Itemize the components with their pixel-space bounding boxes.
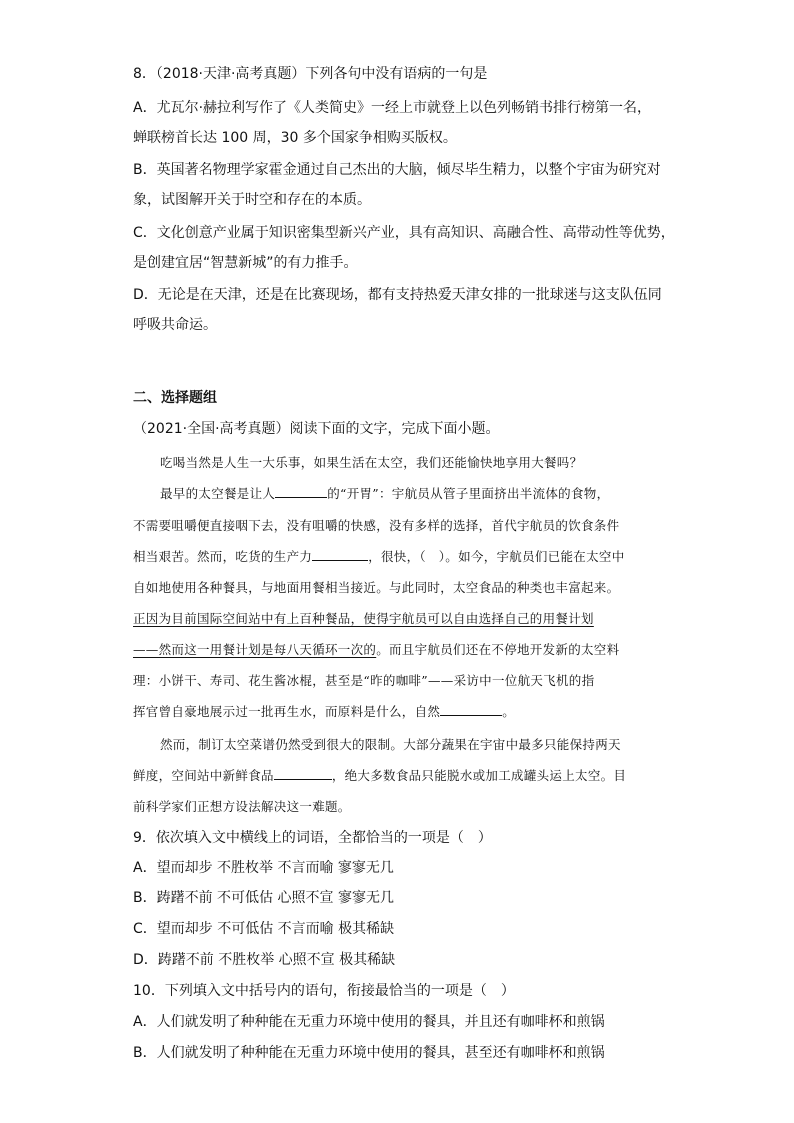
fill-blank-1: [275, 485, 327, 498]
q8-option-d-line1: D．无论是在天津，还是在比赛现场，都有支持热爱天津女排的一批球迷与这支队伍同: [133, 287, 662, 303]
passage-text: ，很快，（ ）。如今，宇航员们已能在太空中: [368, 549, 625, 564]
passage-line7: [133, 641, 668, 659]
q8-option-a-line1: A．尤瓦尔·赫拉利写作了《人类简史》一经上市就登上以色列畅销书排行榜第一名，: [133, 100, 652, 116]
q9-option-a: A．望而却步 不胜枚举 不言而喻 寥寥无几: [133, 860, 394, 876]
passage-line4: [133, 548, 668, 566]
passage-para3-line3: 前科学家们正想方设法解决这一难题。: [133, 799, 351, 814]
passage-underlined-text: ——然而这一用餐计划是每八天循环一次的: [133, 642, 377, 657]
passage-text: 最早的太空餐是让人: [160, 486, 276, 501]
fill-blank-3: [440, 703, 502, 716]
passage-text: 相当艰苦。然而，吃货的生产力: [133, 549, 313, 564]
passage-text: 。而且宇航员们还在不停地开发新的太空料: [376, 642, 620, 657]
q8-option-c-line1: C．文化创意产业属于知识密集型新兴产业，具有高知识、高融合性、高带动性等优势，: [133, 225, 675, 241]
q8-stem: 8．（2018·天津·高考真题）下列各句中没有语病的一句是: [133, 66, 488, 82]
passage-underlined-line6: 正因为目前国际空间站中有上百种餐品，使得宇航员可以自由选择自己的用餐计划: [133, 611, 594, 626]
q10-option-b: B．人们就发明了种种能在无重力环境中使用的餐具，甚至还有咖啡杯和煎锅: [133, 1045, 605, 1061]
passage-line5: 自如地使用各种餐具，与地面用餐相当接近。与此同时，太空食品的种类也丰富起来。: [133, 580, 620, 595]
q9-option-c: C．望而却步 不可低估 不言而喻 极其稀缺: [133, 921, 395, 937]
fill-blank-2: [312, 548, 368, 561]
q8-option-d-line2: 呼吸共命运。: [133, 317, 217, 333]
q8-option-b-line1: B．英国著名物理学家霍金通过自己杰出的大脑，倾尽毕生精力，以整个宇宙为研究对: [133, 162, 661, 178]
q8-option-c-line2: 是创建宜居“智慧新城”的有力推手。: [133, 255, 358, 271]
passage-para3-line2: [133, 767, 668, 785]
passage-text: ，绝大多数食品只能脱水或加工成罐头运上太空。目: [331, 768, 627, 783]
passage-text: 的“开胃”：宇航员从管子里面挤出半流体的食物，: [327, 486, 610, 501]
passage-text: 鲜度，空间站中新鲜食品: [133, 768, 274, 783]
passage-line3: 不需要咀嚼便直接咽下去，没有咀嚼的快感，没有多样的选择，首代宇航员的饮食条件: [133, 518, 620, 533]
section-heading: 二、选择题组: [133, 390, 217, 406]
passage-line8: 理：小饼干、寿司、花生酱冰棍，甚至是“昨的咖啡”——采访中一位航天飞机的指: [133, 673, 595, 688]
passage-line9: [133, 703, 668, 721]
q9-option-b: B．踌躇不前 不可低估 心照不宣 寥寥无几: [133, 890, 394, 906]
q9-stem: 9．依次填入文中横线上的词语，全都恰当的一项是（ ）: [133, 830, 492, 846]
passage-line2: [160, 485, 695, 503]
q8-option-b-line2: 象，试图解开关于时空和存在的本质。: [133, 192, 371, 208]
passage-para3-line1: 然而，制订太空菜谱仍然受到很大的限制。大部分蔬果在宇宙中最多只能保持两天: [160, 737, 621, 752]
q8-option-a-line2: 蝉联榜首长达 100 周，30 多个国家争相购买版权。: [133, 130, 457, 146]
passage-para1: 吃喝当然是人生一大乐事，如果生活在太空，我们还能愉快地享用大餐吗？: [160, 455, 583, 470]
q10-stem: 10．下列填入文中括号内的语句，衔接最恰当的一项是（ ）: [133, 983, 515, 999]
section-intro: （2021·全国·高考真题）阅读下面的文字，完成下面小题。: [133, 421, 500, 437]
passage-text: 。: [502, 704, 516, 719]
q9-option-d: D．踌躇不前 不胜枚举 心照不宣 极其稀缺: [133, 952, 396, 968]
q10-option-a: A．人们就发明了种种能在无重力环境中使用的餐具，并且还有咖啡杯和煎锅: [133, 1014, 605, 1030]
passage-text: 挥官曾自豪地展示过一批再生水，而原料是什么，自然: [133, 704, 441, 719]
fill-blank-4: [274, 767, 332, 780]
